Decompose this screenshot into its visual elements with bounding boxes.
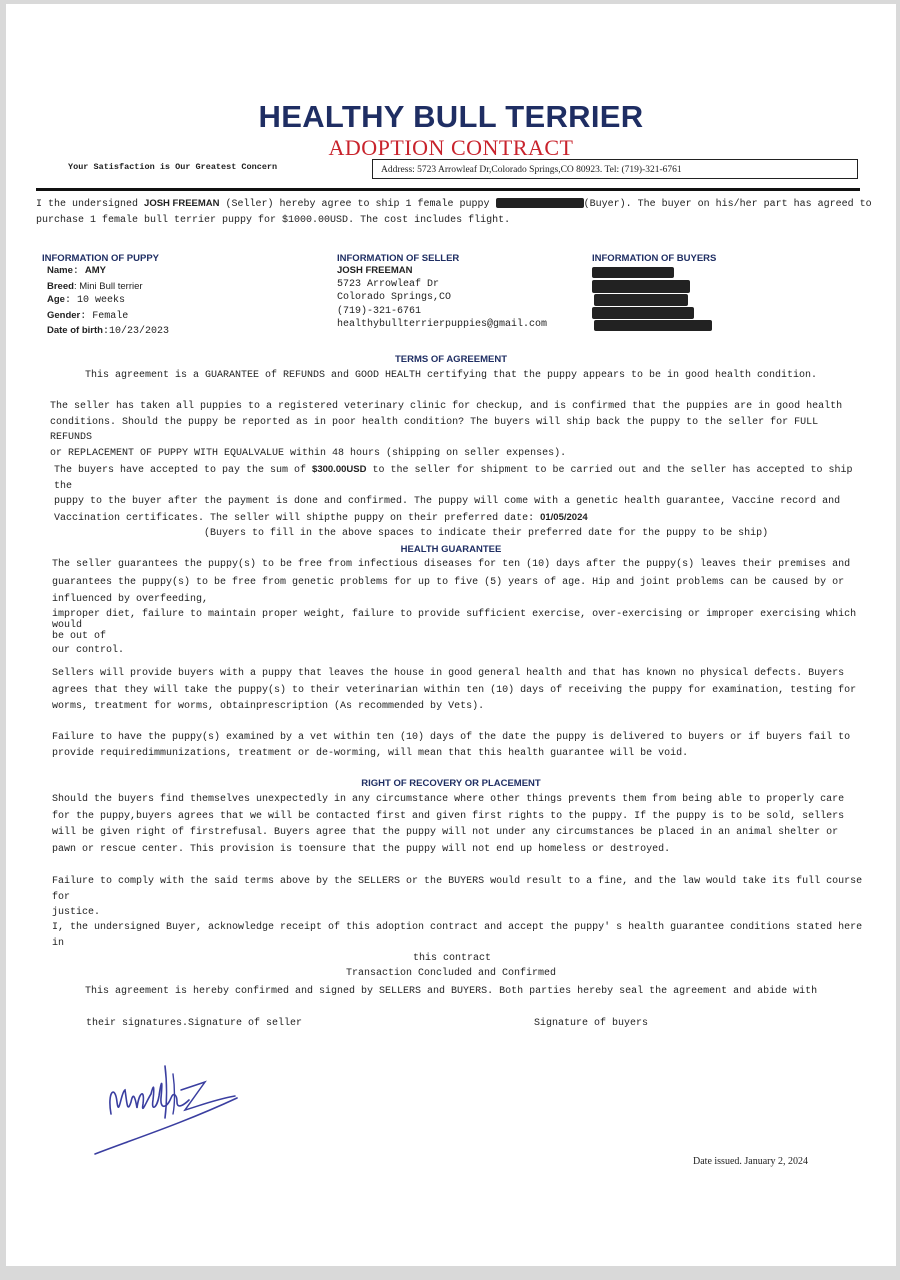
contract-subtitle: ADOPTION CONTRACT	[328, 135, 574, 160]
text-line: (Buyers to fill in the above spaces to indicate their preferred date for the puppy to be ship)	[204, 528, 769, 539]
text-line: this contract	[413, 953, 492, 964]
redacted-line	[594, 294, 688, 306]
date-issued: Date issued. January 2, 2024	[693, 1156, 808, 1167]
puppy-age-value: 10 weeks	[76, 295, 125, 306]
intro-seller-name: JOSH FREEMAN	[144, 198, 220, 209]
puppy-dob-value: 10/23/2023	[108, 326, 169, 337]
intro-text-4: purchase 1 female bull terrier puppy for	[36, 214, 283, 226]
text-line: provide requiredimmunizations, treatment or de-worming, will mean that this health guarantee will be void.	[52, 747, 689, 759]
puppy-dob-label: Date of birth	[47, 325, 103, 336]
buyers-info	[592, 253, 832, 334]
header-rule	[36, 188, 860, 191]
intro-text-2: (Seller) hereby agree to ship 1 female puppy	[219, 199, 496, 210]
text-line	[54, 510, 870, 527]
puppy-name-value: AMY	[84, 265, 107, 276]
text-line: justice.	[52, 907, 101, 918]
text-line: Should the buyers find themselves unexpectedly in any circumstance where other things prevents them from being able to properly care	[52, 794, 845, 805]
contract-page	[6, 4, 896, 1266]
recovery-paragraph-2	[52, 874, 868, 921]
intro-text-1: I the undersigned	[36, 199, 145, 210]
text-line: improper diet, failure to maintain proper weight, failure to provide sufficient exercise, over-exercising or improper exercising which would	[52, 608, 857, 631]
terms-paragraph-2	[54, 462, 870, 542]
text-line: worms, treatment for worms, obtainprescription (As recommended by Vets).	[52, 701, 485, 712]
text-line: pawn or rescue center. This provision is toensure that the puppy will not end up homeless or destroyed.	[52, 843, 671, 855]
recovery-heading: RIGHT OF RECOVERY OR PLACEMENT	[361, 778, 541, 789]
intro-line-2	[36, 213, 866, 229]
contract-title: HEALTHY BULL TERRIER	[258, 99, 644, 134]
seller-info	[337, 253, 587, 332]
puppy-name-row: Name: AMY	[47, 265, 107, 277]
buyers-signature-label: Signature of buyers	[534, 1018, 649, 1029]
puppy-gender-value: Female	[92, 310, 129, 322]
text-line: will be given right of firstrefusal. Buyers agree that the puppy will not under any circumstances be placed in an animal shelter or	[52, 827, 839, 838]
health-paragraph-2	[52, 666, 868, 716]
redacted-buyer-name	[496, 198, 584, 208]
buyers-info-heading: INFORMATION OF BUYERS	[592, 253, 717, 264]
text-line: be out of	[52, 630, 107, 642]
health-heading: HEALTH GUARANTEE	[400, 544, 502, 555]
text-line	[54, 462, 870, 494]
health-paragraph-1	[52, 556, 868, 659]
seller-signature-label: their signatures.Signature of seller	[86, 1018, 303, 1029]
puppy-info	[42, 253, 302, 340]
terms-paragraph-1	[50, 399, 866, 461]
puppy-breed-label: Breed	[47, 280, 74, 292]
text-fragment: The buyers have accepted to pay the sum of	[54, 465, 313, 476]
terms-guarantee-line: This agreement is a GUARANTEE of REFUNDS and GOOD HEALTH certifying that the puppy appears to be in good health condition.	[84, 370, 818, 381]
intro-text-5: . The cost includes flight.	[348, 214, 511, 226]
text-line: or REPLACEMENT OF PUPPY WITH EQUALVALUE within 48 hours (shipping on seller expenses).	[50, 447, 567, 459]
puppy-age-label: Age	[47, 294, 65, 305]
text-line: Failure to have the puppy(s) examined by a vet within ten (10) days of the date the puppy is delivered to buyers or if buyers fail to	[52, 732, 851, 743]
intro-paragraph	[36, 196, 872, 228]
seller-street: 5723 Arrowleaf Dr	[337, 278, 440, 290]
intro-price: $1000.00USD	[282, 214, 349, 226]
slogan: Your Satisfaction is Our Greatest Concern	[68, 162, 278, 172]
intro-line-1	[36, 196, 872, 213]
seller-name: JOSH FREEMAN	[337, 265, 413, 276]
text-line: guarantees the puppy(s) to be free from genetic problems for up to five (5) years of age. Hip and joint problems can be caused by or	[52, 576, 845, 588]
health-paragraph-3	[52, 730, 868, 761]
puppy-gender-row: Gender: Female	[47, 309, 129, 322]
terms-heading: TERMS OF AGREEMENT	[394, 354, 508, 365]
text-line: our control.	[52, 644, 125, 656]
seller-info-heading: INFORMATION OF SELLER	[337, 253, 460, 264]
puppy-breed-value: Mini Bull terrier	[79, 280, 143, 292]
text-line: I, the undersigned Buyer, acknowledge receipt of this adoption contract and accept the puppy' s health guarantee conditions stated here in	[52, 922, 863, 949]
shipment-amount: $300.00USD	[312, 464, 367, 475]
buyer-acknowledgement	[52, 920, 868, 967]
seller-city: Colorado Springs,CO	[337, 292, 452, 303]
puppy-name-label: Name	[47, 265, 73, 276]
text-line: for the puppy,buyers agrees that we will be contacted first and given first rights to the puppy. If the puppy is to be sold, sellers	[52, 810, 845, 822]
redacted-line	[592, 307, 694, 319]
seller-phone: (719)-321-6761	[337, 305, 422, 317]
text-line: agrees that they will take the puppy(s) to their veterinarian within ten (10) days of receiving the puppy for examination, testing for	[52, 684, 857, 696]
text-fragment: to the seller for shipment to be carried out and the seller has accepted to ship the	[54, 465, 853, 492]
seller-signature	[81, 1052, 241, 1162]
redacted-line	[592, 267, 674, 278]
address-box: Address: 5723 Arrowleaf Dr,Colorado Springs,CO 80923. Tel: (719)-321-6761	[372, 159, 858, 179]
intro-text-3: (Buyer). The buyer on his/her part has agreed to	[583, 199, 872, 210]
recovery-paragraph-1	[52, 792, 868, 858]
text-line: The seller has taken all puppies to a registered veterinary clinic for checkup, and is confirmed that the puppies are in good health	[50, 401, 843, 412]
redacted-line	[592, 280, 690, 293]
puppy-breed-row: Breed: Mini Bull terrier	[47, 280, 143, 292]
transaction-confirmed: Transaction Concluded and Confirmed	[345, 968, 557, 979]
puppy-info-heading: INFORMATION OF PUPPY	[42, 253, 159, 264]
preferred-ship-date: 01/05/2024	[540, 511, 588, 523]
puppy-dob-row: Date of birth:10/23/2023	[47, 325, 169, 337]
text-line: Sellers will provide buyers with a puppy that leaves the house in good general health and that has known no physical defects. Buyers	[52, 668, 845, 679]
text-fragment: Vaccination certificates. The seller will shipthe puppy on their preferred date:	[54, 512, 541, 524]
redacted-line	[594, 320, 712, 331]
puppy-age-row: Age: 10 weeks	[47, 294, 125, 306]
puppy-gender-label: Gender	[47, 309, 81, 321]
text-line: influenced by overfeeding,	[52, 594, 209, 605]
redacted-buyer-details	[592, 264, 832, 334]
text-line: The seller guarantees the puppy(s) to be free from infectious diseases for ten (10) days after the puppy(s) leaves their premises and	[52, 559, 851, 570]
text-line: conditions. Should the puppy be reported as in poor health condition? The buyers will ship back the puppy to the seller for FULL REFUNDS	[50, 416, 819, 443]
seller-email: healthybullterrierpuppies@gmail.com	[337, 319, 548, 330]
text-line: Failure to comply with the said terms above by the SELLERS or the BUYERS would result to a fine, and the law would take its full course for	[52, 876, 863, 903]
confirmation-line: This agreement is hereby confirmed and signed by SELLERS and BUYERS. Both parties hereby seal the agreement and abide with	[85, 986, 818, 997]
text-line: puppy to the buyer after the payment is done and confirmed. The puppy will come with a genetic health guarantee, Vaccine record and	[54, 496, 841, 507]
